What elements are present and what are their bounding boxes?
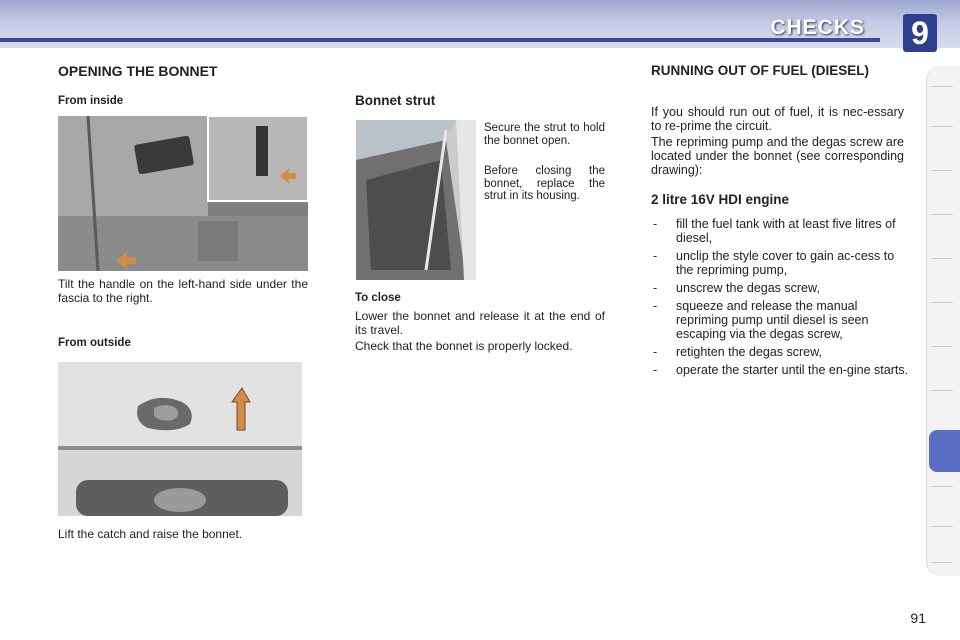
tab-divider — [931, 526, 953, 527]
tab-active-chapter[interactable] — [929, 430, 960, 472]
text-strut-replace: Before closing the bonnet, replace the strut in its housing. — [484, 165, 605, 202]
subheading-to-close: To close — [355, 292, 401, 304]
chapter-number: 9 — [911, 15, 929, 51]
image-bonnet-strut — [356, 120, 476, 280]
image-interior-release-handle — [58, 116, 308, 271]
tab-divider — [931, 86, 953, 87]
list-item: - squeeze and release the manual repriming pump until diesel is seen escaping via the degas screw, — [651, 299, 911, 341]
header-band — [0, 38, 880, 42]
text-pump-location: The repriming pump and the degas screw are located under the bonnet (see corresponding drawing): — [651, 135, 904, 177]
tab-divider — [931, 170, 953, 171]
subheading-from-outside: From outside — [58, 337, 131, 349]
page-header — [0, 0, 960, 48]
list-item: - unscrew the degas screw, — [651, 281, 911, 295]
text-from-outside: Lift the catch and raise the bonnet. — [58, 527, 243, 541]
list-item: - operate the starter until the en-gine starts. — [651, 363, 911, 377]
steps-list — [651, 217, 911, 381]
text-strut-secure: Secure the strut to hold the bonnet open. — [484, 122, 605, 147]
text-close-check: Check that the bonnet is properly locked. — [355, 339, 573, 353]
subheading-from-inside: From inside — [58, 95, 124, 107]
chapter-tabs — [926, 66, 960, 576]
list-item: - fill the fuel tank with at least five litres of diesel, — [651, 217, 911, 245]
subheading-hdi-engine: 2 litre 16V HDI engine — [651, 192, 790, 207]
chapter-title: CHECKS — [770, 16, 865, 39]
tab-divider — [931, 390, 953, 391]
text-reprime-intro: If you should run out of fuel, it is nec-essary to re-prime the circuit. — [651, 105, 904, 133]
page-number: 91 — [910, 610, 926, 626]
section-heading-running-out-of-fuel: RUNNING OUT OF FUEL (DIESEL) — [651, 63, 869, 78]
list-item: - retighten the degas screw, — [651, 345, 911, 359]
tab-divider — [931, 302, 953, 303]
tab-divider — [931, 214, 953, 215]
image-bonnet-catch — [58, 362, 302, 516]
text-from-inside: Tilt the handle on the left-hand side under the fascia to the right. — [58, 277, 308, 305]
tab-divider — [931, 562, 953, 563]
tab-divider — [931, 486, 953, 487]
tab-divider — [931, 258, 953, 259]
chapter-number-badge — [903, 14, 937, 52]
section-heading-bonnet-strut: Bonnet strut — [355, 93, 436, 108]
text-close-lower: Lower the bonnet and release it at the end of its travel. — [355, 309, 605, 337]
tab-divider — [931, 126, 953, 127]
list-item: - unclip the style cover to gain ac-cess to the repriming pump, — [651, 249, 911, 277]
tab-divider — [931, 346, 953, 347]
section-heading-opening-bonnet: OPENING THE BONNET — [58, 63, 218, 79]
